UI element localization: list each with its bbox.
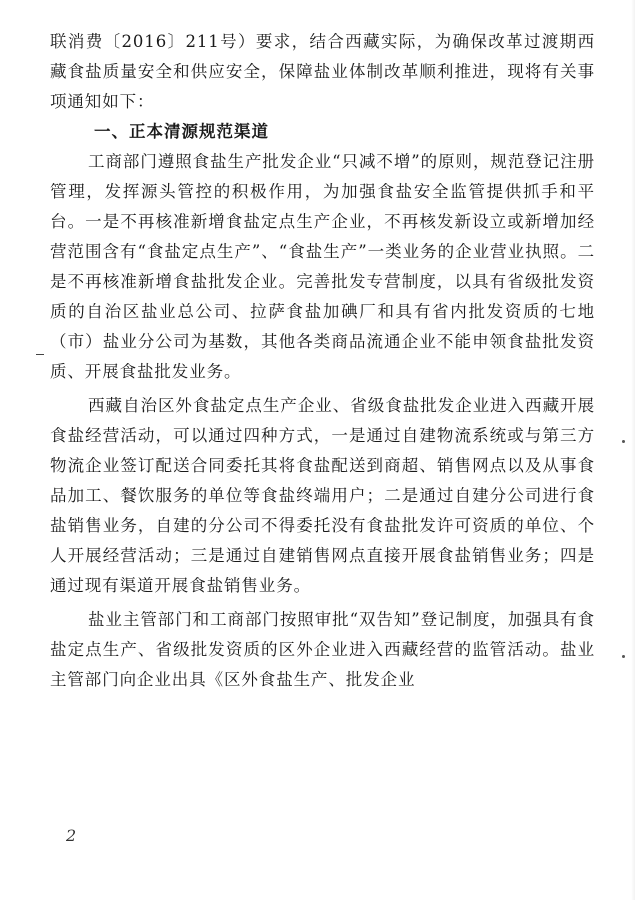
page-edge-shadow xyxy=(631,0,635,900)
paragraph-3: 盐业主管部门和工商部门按照审批“双告知”登记制度，加强具有食盐定点生产、省级批发资质的区外企业进入西藏经营的监管活动。盐业主管部门向企业出具《区外食盐生产、批发企业 xyxy=(50,610,595,689)
scan-dot-mark xyxy=(622,440,625,443)
page-number: 2 xyxy=(66,826,77,845)
scan-edge-mark xyxy=(36,354,44,355)
intro-paragraph: 联消费〔2016〕211号）要求，结合西藏实际，为确保改革过渡期西藏食盐质量安全和供应安全，保障盐业体制改革顺利推进，现将有关事项通知如下： xyxy=(50,32,595,111)
paragraph-1: 工商部门遵照食盐生产批发企业“只减不增”的原则，规范登记注册管理，发挥源头管控的积极作用，为加强食盐安全监管提供抓手和平台。一是不再核准新增食盐定点生产企业，不再核发新设立或新增加经营范围含有“食盐定点生产”、“食盐生产”一类业务的企业营业执照。二是不再核准新增食盐批发企业。完善批发专营制度，以具有省级批发资质的自治区盐业总公司、拉萨食盐加碘厂和具有省内批发资质的七地（市）盐业分公司为基数，其他各类商品流通企业不能申领食盐批发资质、开展食盐批发业务。 xyxy=(50,152,595,381)
paragraph-2: 西藏自治区外食盐定点生产企业、省级食盐批发企业进入西藏开展食盐经营活动，可以通过四种方式，一是通过自建物流系统或与第三方物流企业签订配送合同委托其将食盐配送到商超、销售网点以及从事食品加工、餐饮服务的单位等食盐终端用户；二是通过自建分公司进行食盐销售业务，自建的分公司不得委托没有食盐批发许可资质的单位、个人开展经营活动；三是通过自建销售网点直接开展食盐销售业务；四是通过现有渠道开展食盐销售业务。 xyxy=(50,396,595,595)
document-body xyxy=(50,27,595,695)
section-heading: 一、正本清源规范渠道 xyxy=(94,122,269,141)
scan-dot-mark xyxy=(622,655,625,658)
